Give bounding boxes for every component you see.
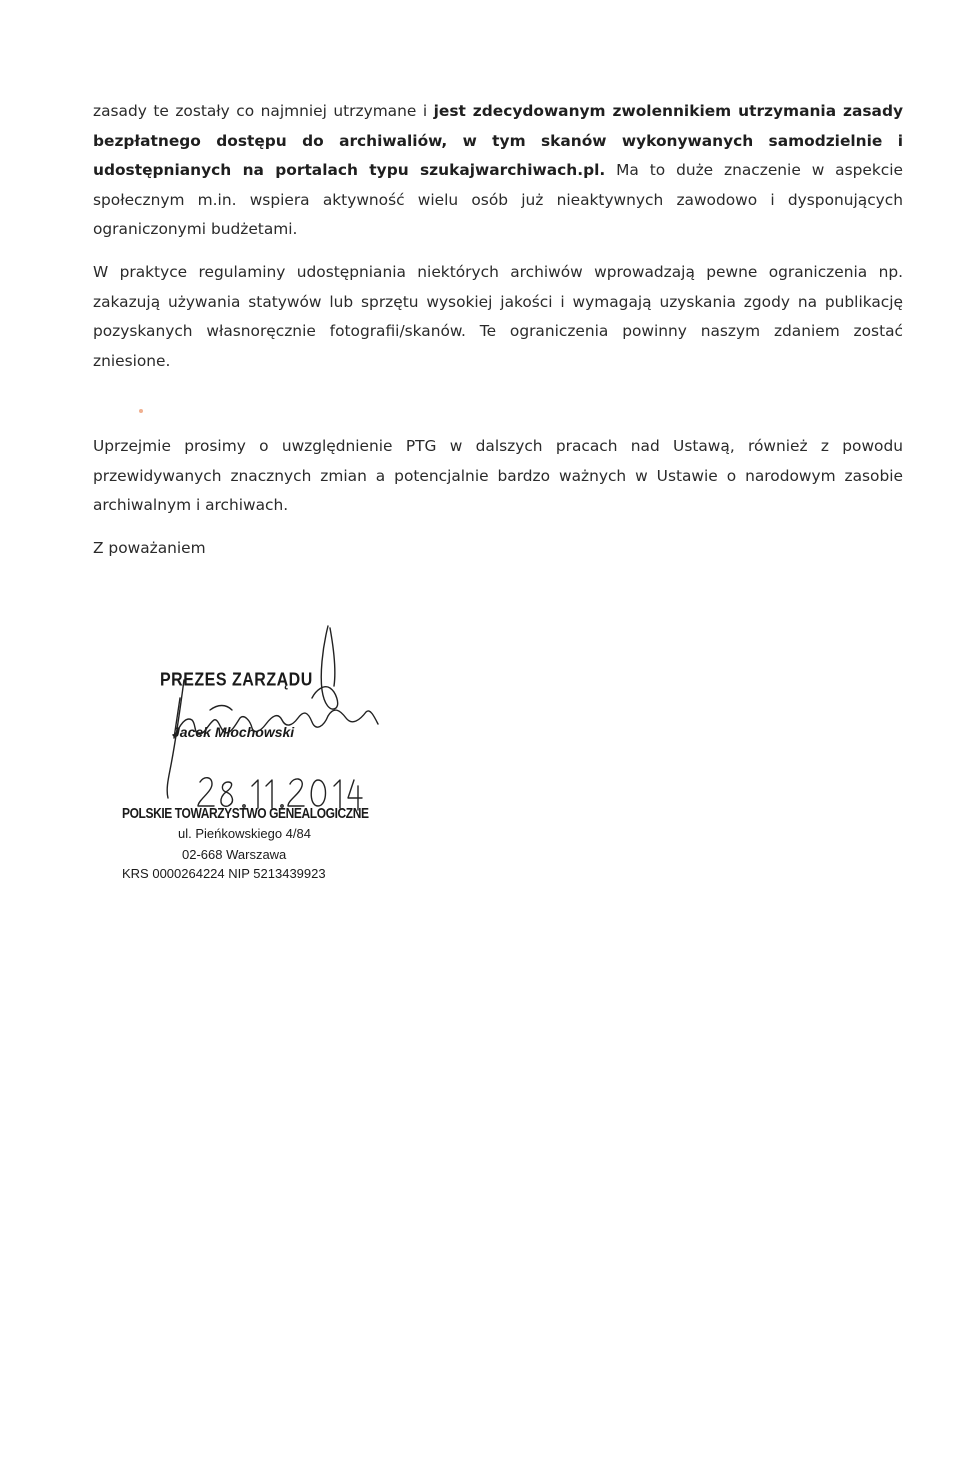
paragraph2-line3: pozyskanych własnoręcznie fotografii/skanów. Te ograniczenia powinny naszym zdaniem zostać — [93, 322, 903, 340]
organization-stamp — [120, 620, 400, 900]
stamp-organization: POLSKIE TOWARZYSTWO GENEALOGICZNE — [122, 804, 369, 822]
paragraph1-line4: społecznym m.in. wspiera aktywność wielu osób już nieaktywnych zawodowo i dysponujących — [93, 190, 903, 209]
stamp-registry-numbers: KRS 0000264224 NIP 5213439923 — [122, 866, 326, 881]
paragraph1-line5: ograniczonymi budżetami. — [93, 220, 298, 238]
paragraph-archive-access — [93, 97, 903, 245]
stamp-role: PREZES ZARZĄDU — [160, 670, 313, 691]
paragraph1-line2-bold: bezpłatnego dostępu do archiwaliów, w tym skanów wykonywanych samodzielnie i — [93, 131, 903, 150]
paragraph1-line1-start: zasady te zostały co najmniej utrzymane i — [93, 102, 434, 120]
paragraph1-line1-bold: jest zdecydowanym zwolennikiem utrzymania zasady — [433, 102, 903, 120]
paragraph2-line4: zniesione. — [93, 351, 171, 370]
paragraph3-line2: przewidywanych znacznych zmian a potencjalnie bardzo ważnych w Ustawie o narodowym zasobie — [93, 466, 903, 485]
paragraph3-line3: archiwalnym i archiwach. — [93, 496, 289, 514]
scan-speck — [139, 409, 143, 413]
paragraph-request — [93, 432, 903, 521]
paragraph2-line1: W praktyce regulaminy udostępniania niektórych archiwów wprowadzają pewne ograniczenia np. — [93, 263, 903, 281]
closing-salutation: Z poważaniem — [93, 539, 206, 557]
stamp-person-name: Jacek Młochowski — [172, 724, 295, 740]
stamp-street: ul. Pieńkowskiego 4/84 — [178, 826, 311, 841]
paragraph-archive-restrictions — [93, 258, 903, 376]
stamp-city: 02-668 Warszawa — [182, 847, 287, 862]
paragraph1-line3-end: Ma to duże znaczenie w aspekcie — [605, 161, 903, 179]
paragraph3-line1: Uprzejmie prosimy o uwzględnienie PTG w dalszych pracach nad Ustawą, również z powodu — [93, 437, 903, 455]
paragraph2-line2: zakazują używania statywów lub sprzętu wysokiej jakości i wymagają uzyskania zgody na publikację — [93, 292, 903, 311]
paragraph1-line3-bold: udostępnianych na portalach typu szukajwarchiwach.pl. — [93, 161, 606, 179]
